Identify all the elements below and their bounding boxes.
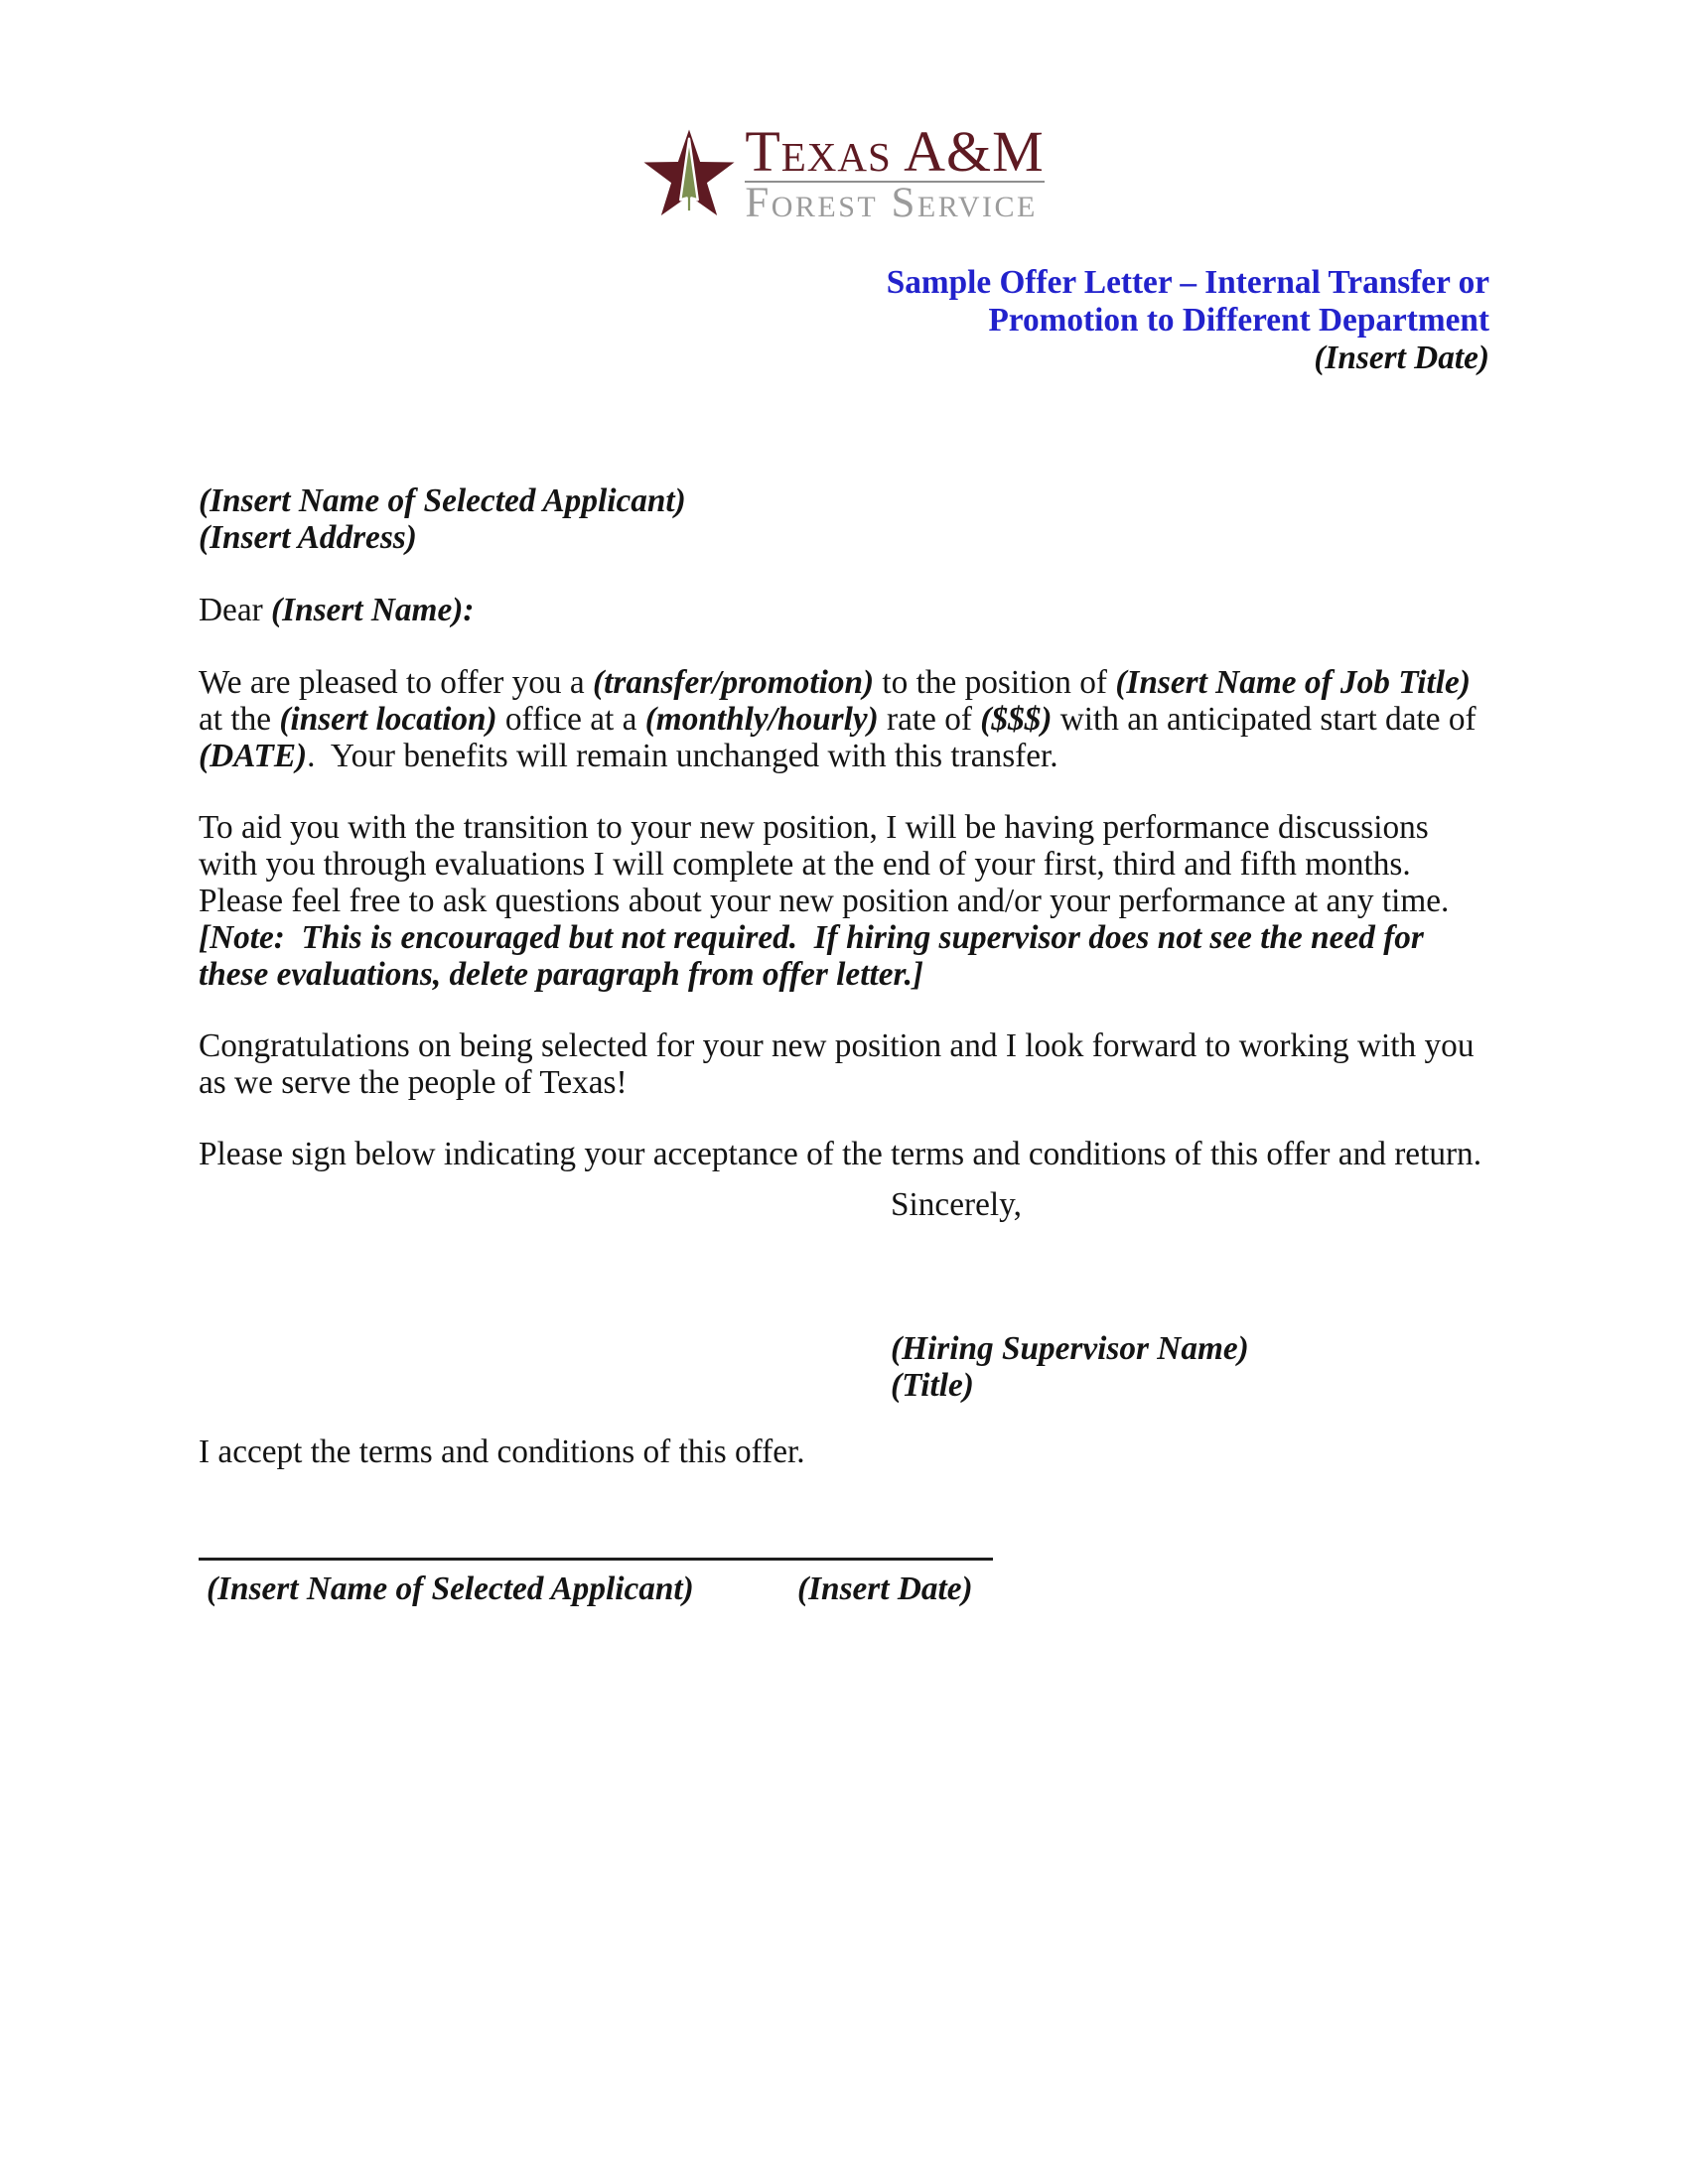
closing-block — [891, 1186, 1489, 1404]
signature-name-label: (Insert Name of Selected Applicant) — [207, 1570, 694, 1607]
applicant-signature-block — [199, 1558, 993, 1607]
agency-logo — [199, 119, 1489, 226]
paragraph-offer: We are pleased to offer you a (transfer/promotion) to the position of (Insert Name of Job Title) at the (insert location) office at a (monthly/hourly) rate of ($$$) with an anticipated start date of (DATE). Your benefits will remain unchanged with this transfer. — [199, 664, 1477, 774]
acceptance-statement: I accept the terms and conditions of this offer. — [199, 1433, 805, 1470]
supervisor-title-placeholder: (Title) — [891, 1367, 974, 1404]
recipient-block — [199, 482, 1489, 556]
letter-title-line-2: Promotion to Different Department — [988, 302, 1489, 339]
supervisor-signature-space — [891, 1223, 1489, 1330]
paragraph-congratulations: Congratulations on being selected for your new position and I look forward to working with you as we serve the people of Texas! — [199, 1027, 1475, 1101]
salutation: Dear (Insert Name): — [199, 592, 475, 628]
letter-date-placeholder: (Insert Date) — [1314, 340, 1489, 376]
recipient-address-placeholder: (Insert Address) — [199, 519, 417, 556]
signature-date-label: (Insert Date) — [797, 1570, 973, 1607]
letter-title-block — [199, 264, 1489, 377]
supervisor-name-placeholder: (Hiring Supervisor Name) — [891, 1330, 1249, 1367]
signature-labels — [199, 1570, 993, 1607]
paragraph-transition-note: To aid you with the transition to your new position, I will be having performance discussions with you through evaluations I will complete at the end of your first, third and fifth months. Please feel free to ask questions about your new position and/or your performance at any time. [Note: This is encouraged but not required. If hiring supervisor does not see the need for these evaluations, delete paragraph from offer letter.] — [199, 809, 1458, 993]
paragraph-sign-request: Please sign below indicating your acceptance of the terms and conditions of this offer and return. — [199, 1136, 1482, 1172]
logo-wordmark — [745, 119, 1045, 226]
recipient-name-placeholder: (Insert Name of Selected Applicant) — [199, 482, 686, 519]
letter-title-line-1: Sample Offer Letter – Internal Transfer or — [886, 264, 1489, 301]
brand-subtitle: Forest Service — [745, 180, 1038, 226]
signature-line — [199, 1558, 993, 1561]
texas-star-tree-icon — [643, 125, 735, 224]
brand-name: Texas A&M — [745, 119, 1045, 184]
closing-sincerely: Sincerely, — [891, 1186, 1022, 1223]
